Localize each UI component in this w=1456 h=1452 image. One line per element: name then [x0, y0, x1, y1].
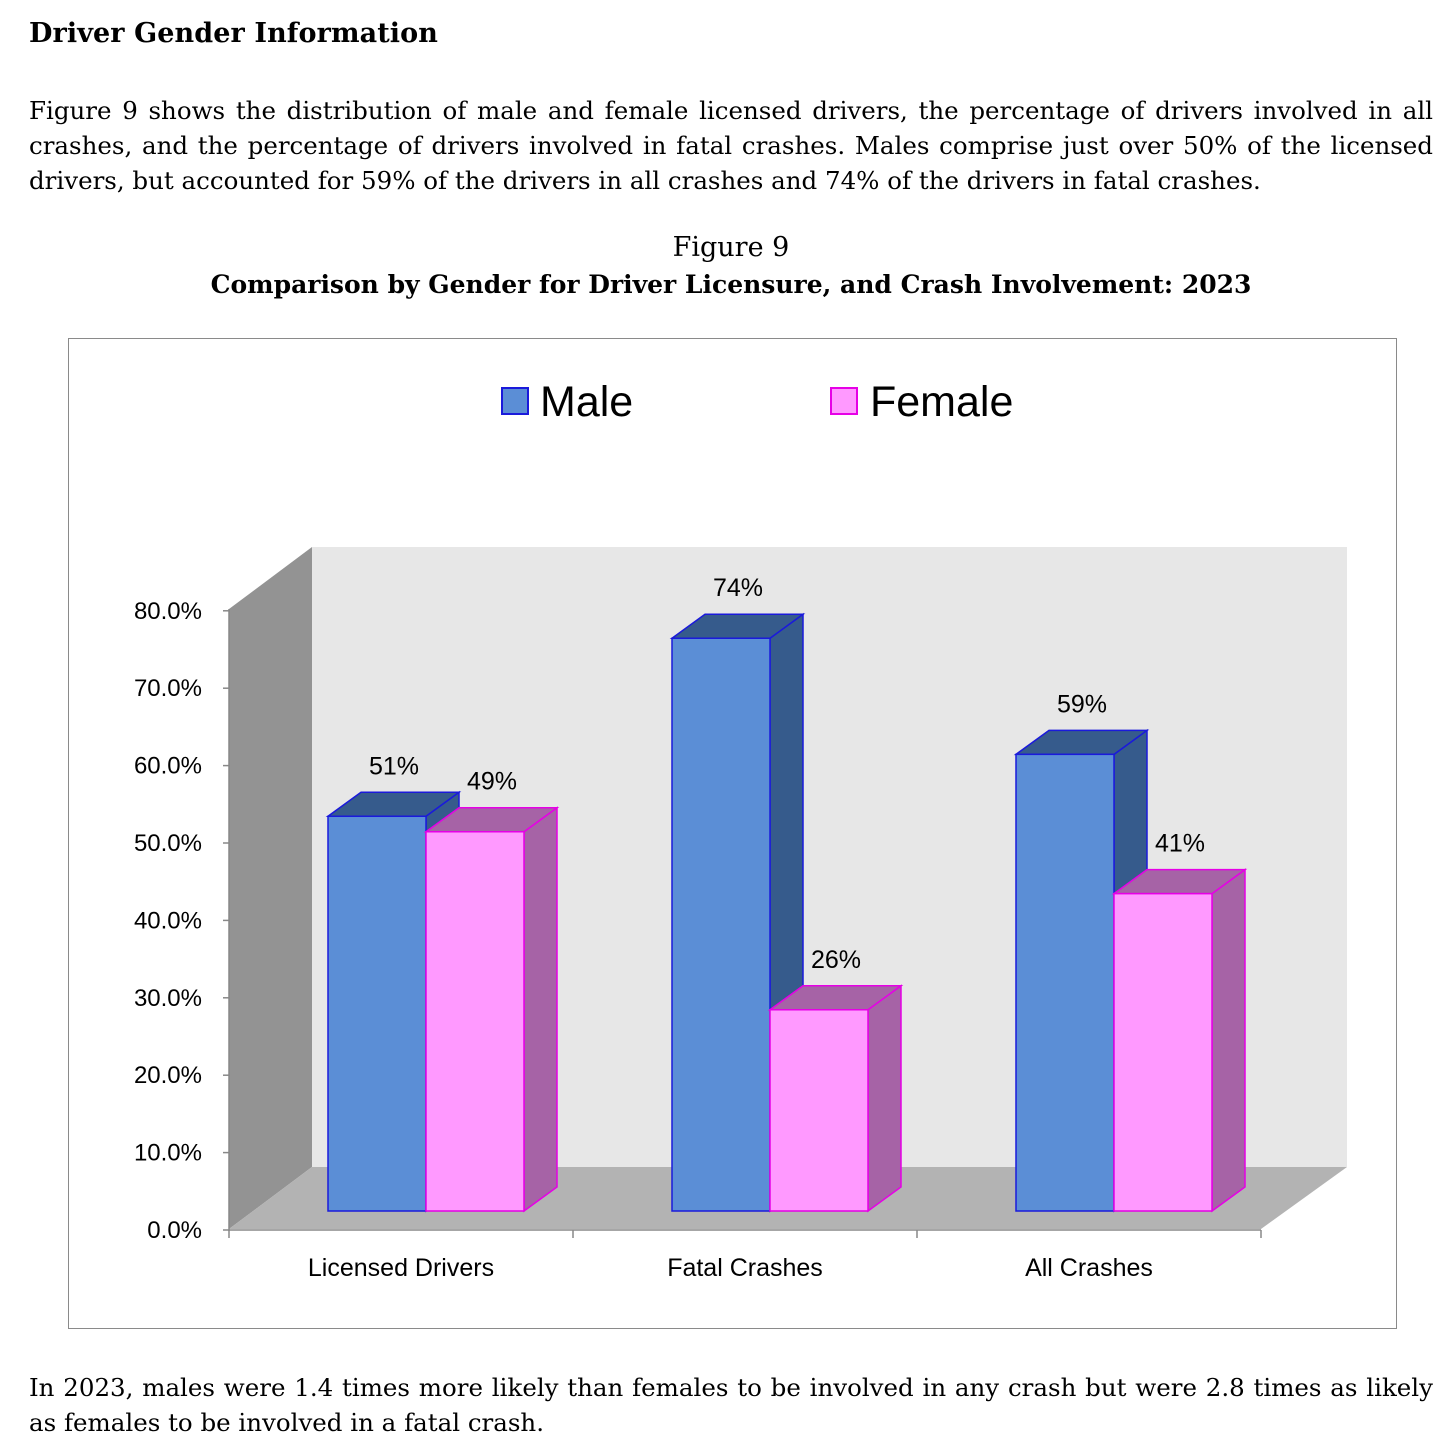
bar-side-face: [524, 808, 557, 1211]
figure-label: Figure 9: [672, 232, 790, 263]
chart-side-wall: [229, 547, 312, 1229]
figure-title: Comparison by Gender for Driver Licensure, and Crash Involvement: 2023: [210, 270, 1252, 299]
bar-front-face: [770, 1010, 868, 1211]
y-tick-label: 10.0%: [133, 1139, 202, 1167]
bar-data-label: 41%: [1154, 829, 1206, 858]
legend-label-male: Male: [540, 378, 634, 426]
x-category-label: Fatal Crashes: [667, 1254, 823, 1282]
section-heading: Driver Gender Information: [29, 18, 438, 49]
intro-paragraph: Figure 9 shows the distribution of male and female licensed drivers, the percentage of drivers involved in all crashes, and the percentage of drivers involved in fatal crashes. Males comprise just over 50% of the licensed drivers, but accounted for 59% of the drivers in all crashes and 74% of the drivers in fatal crashes.: [29, 96, 1433, 195]
bar-front-face: [328, 816, 426, 1211]
bar-side-face: [868, 986, 901, 1211]
y-tick-label: 70.0%: [133, 675, 202, 703]
bar-data-label: 49%: [466, 767, 518, 796]
x-category-label: Licensed Drivers: [307, 1254, 495, 1282]
bar-front-face: [1114, 894, 1212, 1211]
closing-paragraph: In 2023, males were 1.4 times more likely than females to be involved in any crash but were 2.8 times as likely as females to be involved in a fatal crash.: [29, 1373, 1433, 1437]
bar-data-label: 74%: [712, 574, 764, 603]
bar-chart: [69, 339, 1395, 1327]
bar-female-licensed-drivers: [426, 768, 557, 1211]
legend-label-female: Female: [870, 378, 1014, 426]
bar-front-face: [426, 832, 524, 1211]
legend: [502, 378, 1013, 426]
chart-frame: [68, 338, 1397, 1329]
bar-female-all-crashes: [1114, 830, 1245, 1211]
bar-front-face: [1016, 754, 1114, 1211]
x-category-label: All Crashes: [1025, 1254, 1153, 1282]
legend-swatch-female: [831, 388, 857, 414]
bar-data-label: 59%: [1056, 690, 1108, 719]
y-tick-label: 20.0%: [133, 1062, 202, 1090]
bar-data-label: 26%: [810, 945, 862, 974]
y-tick-label: 50.0%: [133, 830, 202, 857]
y-tick-label: 30.0%: [133, 984, 202, 1012]
y-tick-label: 40.0%: [133, 907, 202, 935]
y-tick-label: 80.0%: [133, 597, 202, 625]
y-tick-label: 0.0%: [147, 1217, 202, 1244]
legend-swatch-male: [502, 388, 528, 414]
bar-data-label: 51%: [368, 752, 420, 781]
bar-side-face: [1212, 870, 1245, 1211]
bar-front-face: [672, 638, 770, 1211]
y-tick-label: 60.0%: [133, 752, 202, 780]
